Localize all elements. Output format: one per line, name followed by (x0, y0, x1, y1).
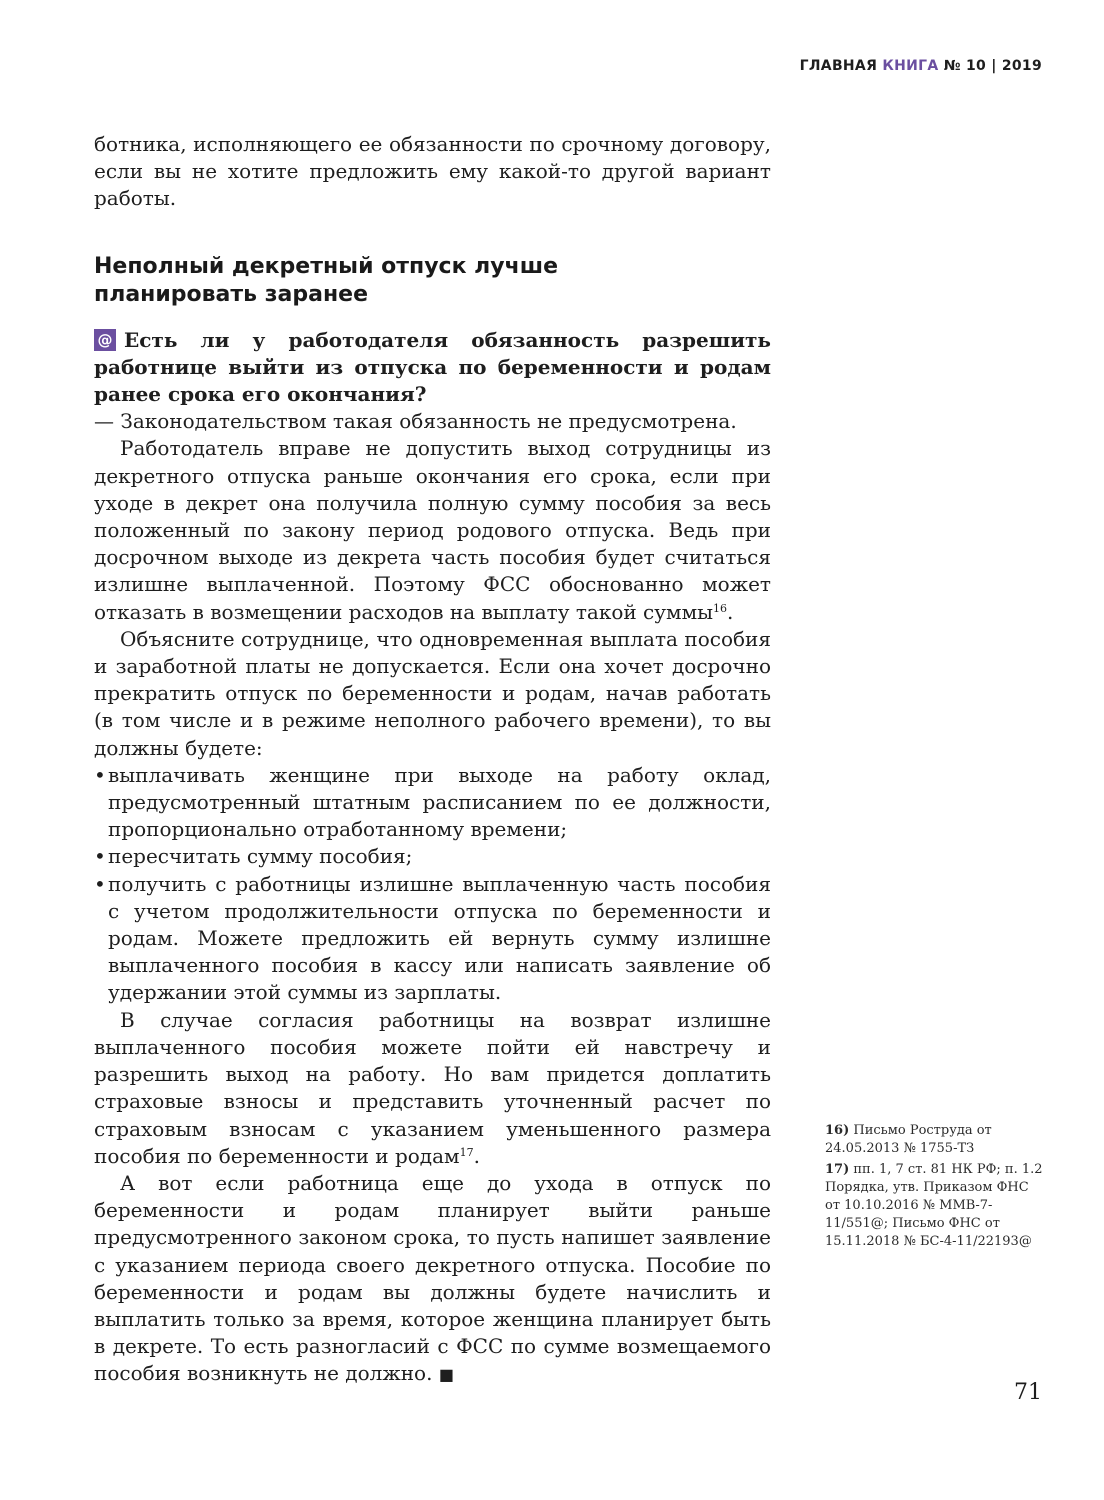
question-block (94, 327, 771, 409)
issue-number: № 10 | 2019 (943, 58, 1042, 74)
paragraph-2: Объясните сотруднице, что одновременная выплата пособия и заработной платы не допускается. Если она хочет досрочно прекратить отпуск по беременности и родам, начав работать (в том числе и в режиме неполного рабочего времени), то вы должны будете: (94, 626, 771, 760)
paragraph-4-text: А вот если работница еще до ухода в отпуск по беременности и родам планирует выйти раньше предусмотренного законом срока, то пусть напишет заявление с указанием периода своего декретного отпуска. Пособие по беременности и родам вы должны будете начислить и выплатить только за время, которое женщина планирует быть в декрете. То есть разногласий с ФСС по сумме возмещаемого пособия возникнуть не должно. (94, 1170, 771, 1386)
answer-line: — Законодательством такая обязанность не предусмотрена. (94, 409, 737, 434)
brand-name-part2: КНИГА (882, 58, 939, 74)
footnote-number: 17) (825, 1162, 850, 1177)
section-heading-line2: планировать заранее (94, 281, 368, 307)
running-header (800, 58, 1042, 74)
question-at-icon: @ (94, 329, 116, 351)
footnote-16 (825, 1122, 1045, 1158)
paragraph-3: В случае согласия работницы на возврат излишне выплаченного пособия можете пойти ей навстречу и разрешить выход на работу. Но вам придется доплатить страховые взносы и представить уточненный расчет по страховым взносам с указанием уменьшенного размера пособия по беременности и родам$^{17}$. (94, 1007, 771, 1168)
brand-name-part1: ГЛАВНАЯ (799, 58, 878, 74)
paragraph-1-text: Работодатель вправе не допустить выход сотрудницы из декретного отпуска раньше окончания его срока, если при уходе в декрет она получила полную сумму пособия за весь положенный по закону период родового отпуска. Ведь при досрочном выходе из декрета часть пособия будет считаться излишне выплаченной. Поэтому ФСС обоснованно может отказать в возмещении расходов на выплату такой суммы (94, 436, 771, 624)
footnote-17 (825, 1161, 1045, 1251)
footnote-text: пп. 1, 7 ст. 81 НК РФ; п. 1.2 Порядка, утв. Приказом ФНС от 10.10.2016 № ММВ-7-11/551@; Письмо ФНС от 15.11.2018 № БС-4-11/22193@ (825, 1162, 1043, 1249)
section-heading-line1: Неполный декретный отпуск лучше (94, 253, 559, 279)
footnote-text: Письмо Роструда от 24.05.2013 № 1755-ТЗ (825, 1123, 992, 1156)
section-heading (94, 253, 771, 309)
footnote-number: 16) (825, 1123, 850, 1138)
end-of-article-mark: ■ (438, 1365, 454, 1385)
page-number: 71 (1014, 1380, 1042, 1405)
question-text: Есть ли у работодателя обязанность разрешить работнице выйти из отпуска по беременности и родам ранее срока его окончания? (94, 327, 771, 407)
article-body (94, 131, 771, 1389)
bullet-list (94, 762, 771, 1007)
footnote-ref-16: 16 (713, 601, 728, 615)
intro-paragraph: ботника, исполняющего ее обязанности по срочному договору, если вы не хотите предложить ему какой-то другой вариант работы. (94, 132, 771, 211)
footnote-ref-17: 17 (459, 1145, 474, 1159)
list-item: • выплачивать женщине при выходе на работу оклад, предусмотренный штатным расписанием по ее должности, пропорционально отработанному времени; (94, 762, 771, 844)
paragraph-1: Работодатель вправе не допустить выход сотрудницы из декретного отпуска раньше окончания его срока, если при уходе в декрет она получила полную сумму пособия за весь положенный по закону период родового отпуска. Ведь при досрочном выходе из декрета часть пособия будет считаться излишне выплаченной. Поэтому ФСС обоснованно может отказать в возмещении расходов на выплату такой суммы$^{16}$. (94, 436, 771, 624)
paragraph-3-text: В случае согласия работницы на возврат излишне выплаченного пособия можете пойти ей навстречу и разрешить выход на работу. Но вам придется доплатить страховые взносы и представить уточненный расчет по страховым взносам с указанием уменьшенного размера пособия по беременности и родам (94, 1007, 771, 1168)
footnotes-column (825, 1122, 1045, 1254)
paragraph-4 (94, 1170, 771, 1389)
list-item: • получить с работницы излишне выплаченную часть пособия с учетом продолжительности отпуска по беременности и родам. Можете предложить ей вернуть сумму излишне выплаченного пособия в кассу или написать заявление об удержании этой суммы из зарплаты. (94, 871, 771, 1007)
list-item: • пересчитать сумму пособия; (94, 843, 771, 870)
